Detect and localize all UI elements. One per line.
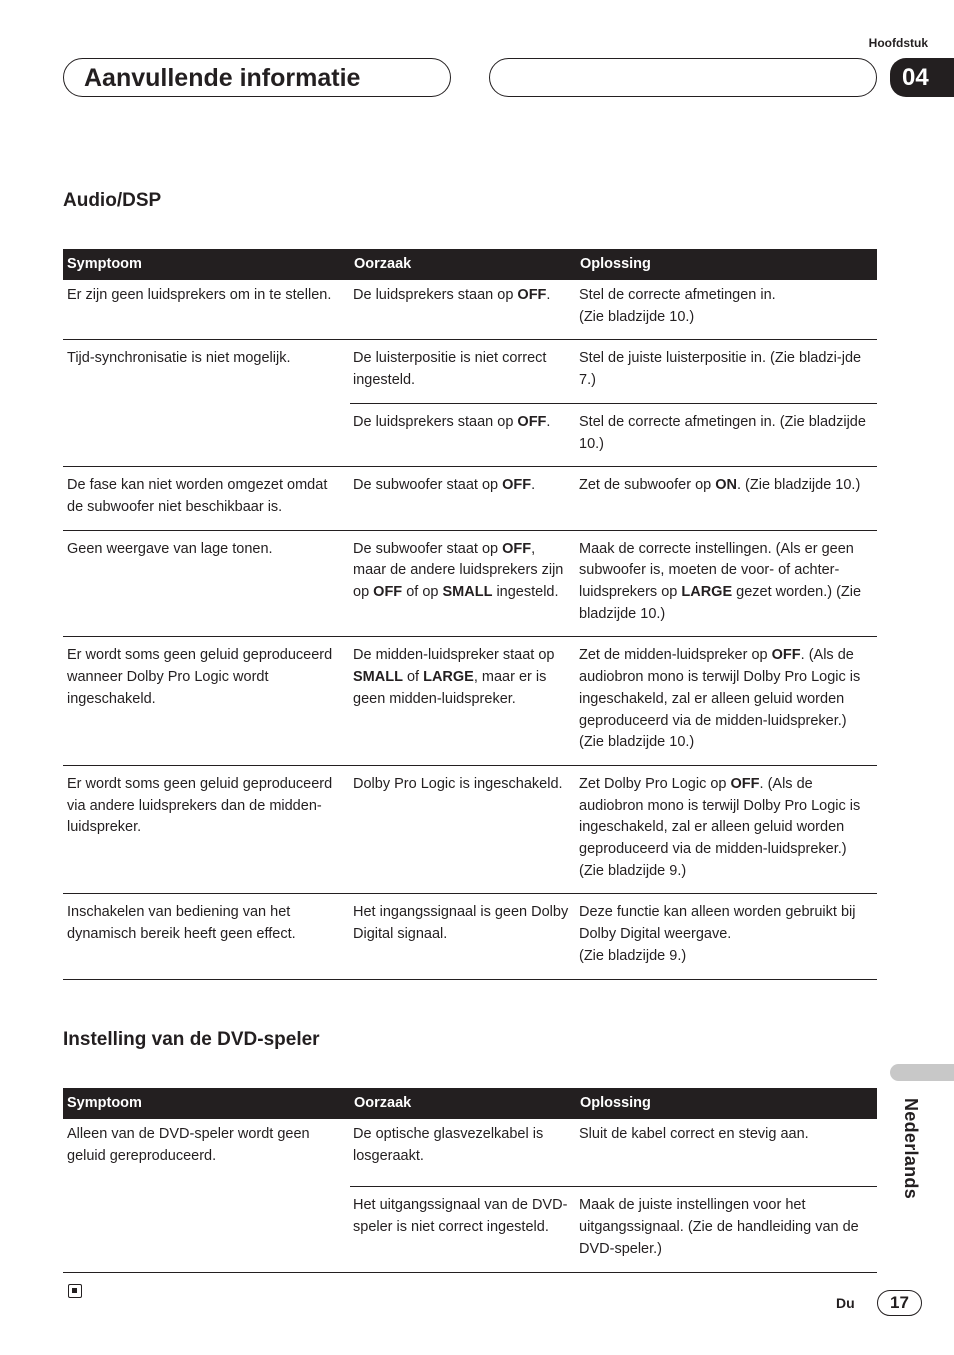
column-header-solution: Oplossing bbox=[576, 1088, 877, 1119]
title-box bbox=[63, 58, 451, 97]
table-row bbox=[63, 467, 877, 530]
page-number: 17 bbox=[877, 1290, 922, 1316]
cause-cell: De midden-luidspreker staat op SMALL of LARGE, maar er is geen midden-luidspreker. bbox=[350, 637, 576, 766]
table-row bbox=[63, 637, 877, 766]
symptom-cell: Geen weergave van lage tonen. bbox=[63, 530, 350, 637]
symptom-cell: Er wordt soms geen geluid geproduceerd via andere luidsprekers dan de midden-luidspreker. bbox=[63, 765, 350, 894]
cause-cell: Het ingangssignaal is geen Dolby Digital signaal. bbox=[350, 894, 576, 979]
cause-cell: De luidsprekers staan op OFF. bbox=[350, 280, 576, 340]
end-of-section-icon bbox=[68, 1284, 82, 1298]
section-heading-audio-dsp: Audio/DSP bbox=[63, 190, 162, 211]
solution-cell: Zet de midden-luidspreker op OFF. (Als de audiobron mono is terwijl Dolby Pro Logic is ingeschakeld, zal er alleen geluid worden geproduceerd via de midden-luidspreker.) (Zie bladzijde 10.) bbox=[576, 637, 877, 766]
cause-cell: De subwoofer staat op OFF, maar de andere luidsprekers zijn op OFF of op SMALL ingesteld. bbox=[350, 530, 576, 637]
symptom-cell: De fase kan niet worden omgezet omdat de subwoofer niet beschikbaar is. bbox=[63, 467, 350, 530]
side-tab-marker bbox=[890, 1064, 954, 1081]
symptom-cell: Tijd-synchronisatie is niet mogelijk. bbox=[63, 340, 350, 467]
table-row bbox=[63, 530, 877, 637]
solution-cell: Deze functie kan alleen worden gebruikt bij Dolby Digital weergave. (Zie bladzijde 9.) bbox=[576, 894, 877, 979]
solution-cell: Maak de correcte instellingen. (Als er geen subwoofer is, moeten de voor- of achter- luidsprekers op LARGE gezet worden.) (Zie bladzijde 10.) bbox=[576, 530, 877, 637]
footer-language: Du bbox=[836, 1295, 855, 1311]
table-row bbox=[63, 340, 877, 403]
column-header-symptom: Symptoom bbox=[63, 249, 350, 280]
table-header-row bbox=[63, 1088, 877, 1119]
empty-header-box bbox=[489, 58, 877, 97]
table-row bbox=[63, 894, 877, 979]
solution-cell: Sluit de kabel correct en stevig aan. bbox=[576, 1119, 877, 1187]
column-header-symptom: Symptoom bbox=[63, 1088, 350, 1119]
chapter-label: Hoofdstuk bbox=[868, 36, 928, 50]
dvd-player-table bbox=[63, 1088, 877, 1273]
table-row bbox=[63, 1119, 877, 1187]
cause-cell: De subwoofer staat op OFF. bbox=[350, 467, 576, 530]
symptom-cell: Er zijn geen luidsprekers om in te stellen. bbox=[63, 280, 350, 340]
solution-cell: Maak de juiste instellingen voor het uitgangssignaal. (Zie de handleiding van de DVD-speler.) bbox=[576, 1187, 877, 1272]
page-title: Aanvullende informatie bbox=[84, 64, 361, 92]
symptom-cell: Alleen van de DVD-speler wordt geen geluid gereproduceerd. bbox=[63, 1119, 350, 1272]
solution-cell: Stel de correcte afmetingen in. (Zie bladzijde 10.) bbox=[576, 403, 877, 466]
table-row bbox=[63, 765, 877, 894]
symptom-cell: Inschakelen van bediening van het dynamisch bereik heeft geen effect. bbox=[63, 894, 350, 979]
table-header-row bbox=[63, 249, 877, 280]
cause-cell: Het uitgangssignaal van de DVD-speler is niet correct ingesteld. bbox=[350, 1187, 576, 1272]
column-header-solution: Oplossing bbox=[576, 249, 877, 280]
solution-cell: Stel de correcte afmetingen in. (Zie bladzijde 10.) bbox=[576, 280, 877, 340]
chapter-number-badge: 04 bbox=[890, 58, 954, 97]
side-language-label: Nederlands bbox=[901, 1098, 921, 1200]
cause-cell: Dolby Pro Logic is ingeschakeld. bbox=[350, 765, 576, 894]
solution-cell: Zet de subwoofer op ON. (Zie bladzijde 10.) bbox=[576, 467, 877, 530]
cause-cell: De luisterpositie is niet correct ingesteld. bbox=[350, 340, 576, 403]
cause-cell: De optische glasvezelkabel is losgeraakt. bbox=[350, 1119, 576, 1187]
table-row bbox=[63, 280, 877, 340]
column-header-cause: Oorzaak bbox=[350, 1088, 576, 1119]
column-header-cause: Oorzaak bbox=[350, 249, 576, 280]
audio-dsp-table bbox=[63, 249, 877, 980]
symptom-cell: Er wordt soms geen geluid geproduceerd wanneer Dolby Pro Logic wordt ingeschakeld. bbox=[63, 637, 350, 766]
section-heading-dvd: Instelling van de DVD-speler bbox=[63, 1029, 320, 1050]
cause-cell: De luidsprekers staan op OFF. bbox=[350, 403, 576, 466]
solution-cell: Stel de juiste luisterpositie in. (Zie bladzi-jde 7.) bbox=[576, 340, 877, 403]
solution-cell: Zet Dolby Pro Logic op OFF. (Als de audiobron mono is terwijl Dolby Pro Logic is ingeschakeld, zal er alleen geluid worden geproduceerd via de midden-luidspreker.) (Zie bladzijde 9.) bbox=[576, 765, 877, 894]
